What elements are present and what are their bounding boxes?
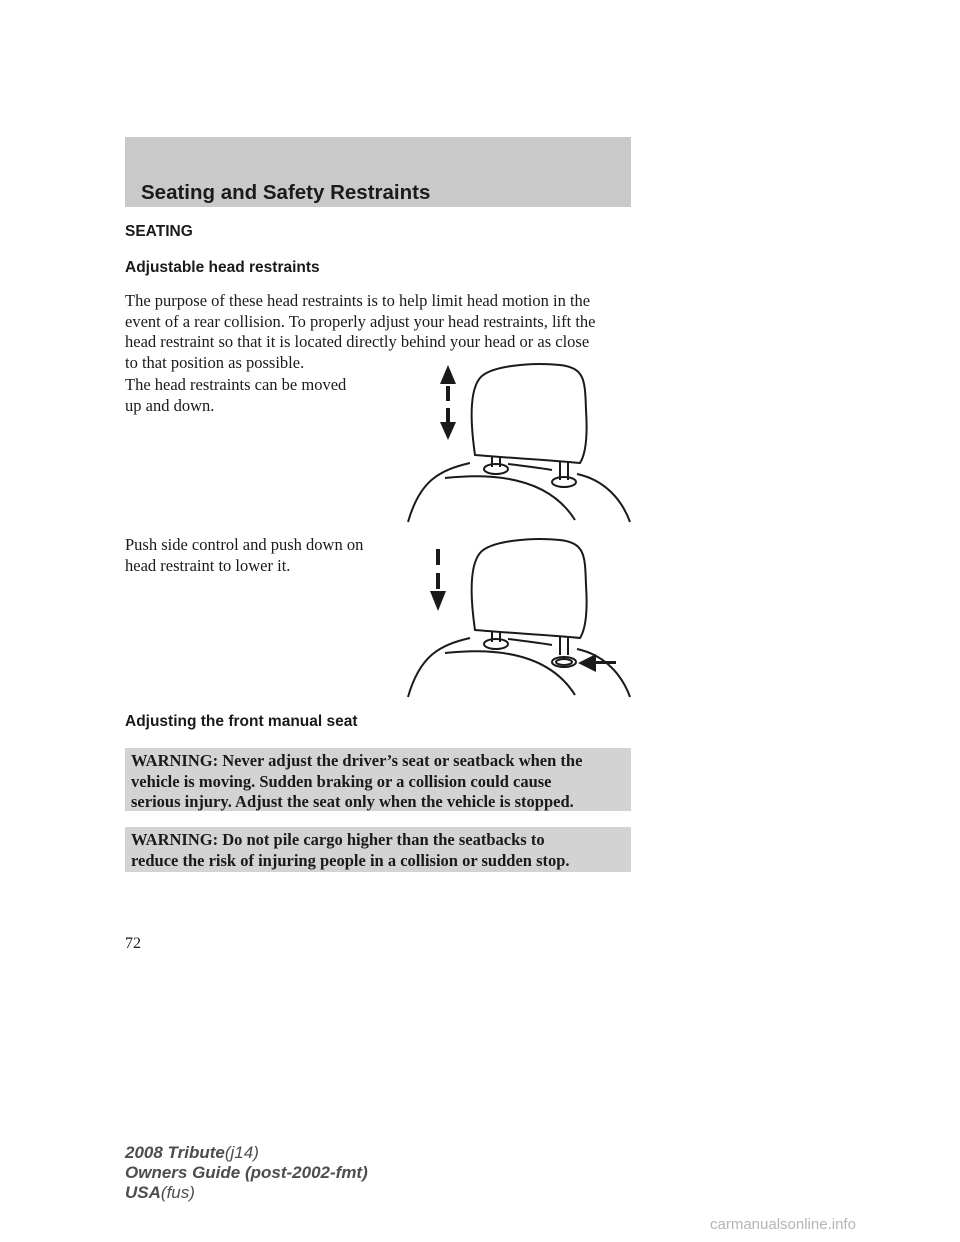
text-line: WARNING: Never adjust the driver’s seat or seatback when the — [131, 751, 583, 770]
footer-model-code: (j14) — [224, 1143, 259, 1162]
head-restraint-up-down-figure — [400, 360, 640, 525]
heading-front-manual-seat: Adjusting the front manual seat — [125, 713, 358, 730]
text-line: event of a rear collision. To properly adjust your head restraints, lift the — [125, 311, 596, 331]
text-line: vehicle is moving. Sudden braking or a collision could cause — [131, 771, 552, 791]
watermark: carmanualsonline.info — [710, 1216, 856, 1233]
footer-guide: Owners Guide (post-2002-fmt) — [125, 1163, 368, 1182]
text-line: The head restraints can be moved — [125, 375, 347, 394]
text-line: up and down. — [125, 395, 215, 415]
warning-text — [131, 830, 631, 871]
text-line: head restraint so that it is located directly behind your head or as close — [125, 332, 590, 351]
page-number: 72 — [125, 935, 141, 952]
footer-model: 2008 Tribute — [125, 1143, 225, 1162]
heading-seating: SEATING — [125, 223, 193, 240]
text-line: Push side control and push down on — [125, 535, 364, 554]
section-header-bar — [125, 137, 631, 207]
paragraph-lower — [125, 535, 363, 576]
document-footer — [125, 1143, 368, 1203]
warning-text — [131, 751, 631, 813]
text-line: serious injury. Adjust the seat only when the vehicle is stopped. — [131, 792, 574, 811]
text-line: The purpose of these head restraints is to help limit head motion in the — [125, 291, 591, 310]
text-line: reduce the risk of injuring people in a collision or sudden stop. — [131, 850, 570, 870]
text-line: to that position as possible. — [125, 352, 305, 372]
text-line: head restraint to lower it. — [125, 555, 291, 575]
head-restraint-lower-figure — [400, 535, 645, 700]
heading-head-restraints: Adjustable head restraints — [125, 259, 320, 276]
footer-market-code: (fus) — [160, 1183, 195, 1202]
footer-market: USA — [125, 1183, 161, 1202]
warning-box-cargo — [125, 827, 631, 872]
warning-box-seat-adjust — [125, 748, 631, 811]
text-line: WARNING: Do not pile cargo higher than the seatbacks to — [131, 830, 545, 849]
section-title: Seating and Safety Restraints — [141, 181, 431, 204]
paragraph-move — [125, 375, 346, 416]
